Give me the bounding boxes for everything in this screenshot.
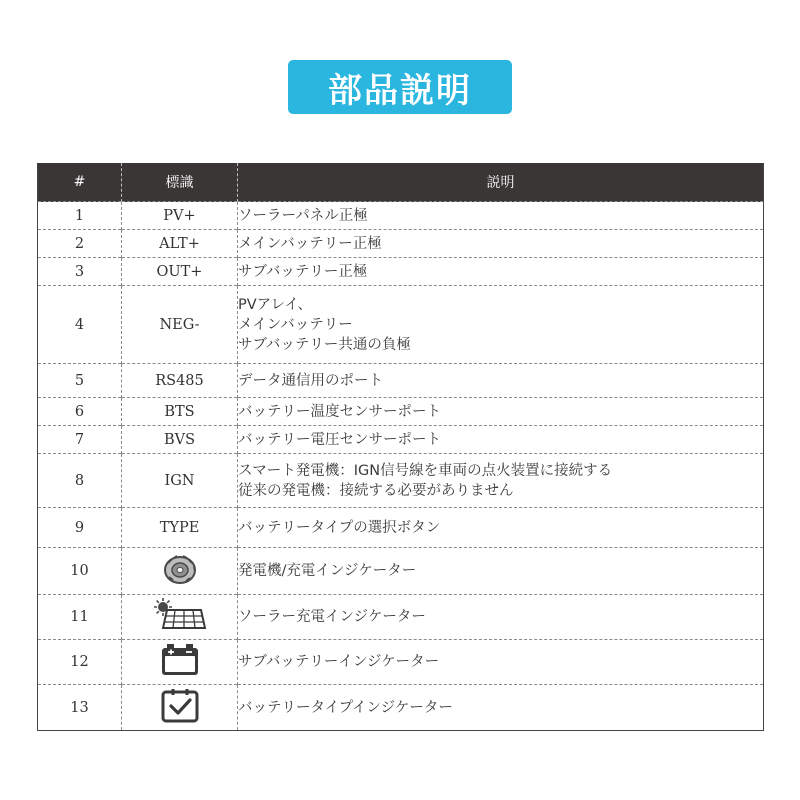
table-row [38, 508, 764, 548]
row-label-icon-cell [122, 548, 238, 595]
row-description [238, 364, 764, 398]
table-row [38, 454, 764, 508]
description-line: メインバッテリー [238, 316, 353, 333]
row-description [238, 548, 764, 595]
row-number: 6 [38, 398, 122, 426]
description-line: データ通信用のポート [238, 372, 383, 389]
table-row [38, 230, 764, 258]
table-body [38, 202, 764, 731]
row-description [238, 454, 764, 508]
row-label: BVS [122, 426, 238, 454]
row-label-icon-cell [122, 595, 238, 640]
battery-icon [159, 642, 201, 678]
row-description [238, 595, 764, 640]
row-label: ALT+ [122, 230, 238, 258]
row-label: IGN [122, 454, 238, 508]
row-number: 11 [38, 595, 122, 640]
row-number: 3 [38, 258, 122, 286]
description-line: 発電機/充電インジケーター [238, 563, 417, 579]
row-number: 9 [38, 508, 122, 548]
description-line: 従来の発電機：接続する必要がありません [238, 482, 514, 499]
description-line: バッテリータイプの選択ボタン [238, 519, 441, 536]
table-row [38, 595, 764, 640]
table-row [38, 548, 764, 595]
row-label: PV+ [122, 202, 238, 230]
description-line: バッテリー温度センサーポート [238, 403, 441, 420]
table-row [38, 258, 764, 286]
table-row [38, 286, 764, 364]
description-line: バッテリー電圧センサーポート [238, 431, 441, 448]
header-description: 説明 [238, 163, 764, 202]
description-line: サブバッテリー共通の負極 [238, 336, 411, 353]
row-number: 13 [38, 685, 122, 731]
row-description [238, 398, 764, 426]
row-description [238, 685, 764, 731]
row-number: 7 [38, 426, 122, 454]
description-line: サブバッテリーインジケーター [238, 654, 440, 670]
row-description [238, 640, 764, 685]
description-line: PVアレイ、 [238, 296, 313, 313]
row-description [238, 508, 764, 548]
row-description [238, 230, 764, 258]
table-row [38, 364, 764, 398]
table-row [38, 398, 764, 426]
row-number: 4 [38, 286, 122, 364]
row-number: 8 [38, 454, 122, 508]
description-line: サブバッテリー正極 [238, 263, 368, 280]
row-label: TYPE [122, 508, 238, 548]
row-label: BTS [122, 398, 238, 426]
table-row [38, 640, 764, 685]
alternator-icon [159, 551, 201, 587]
row-number: 12 [38, 640, 122, 685]
table-header-row [38, 163, 764, 202]
row-label-icon-cell [122, 640, 238, 685]
row-number: 2 [38, 230, 122, 258]
table-row [38, 685, 764, 731]
row-description [238, 202, 764, 230]
description-line: メインバッテリー正極 [238, 235, 382, 252]
table-row [38, 202, 764, 230]
row-number: 1 [38, 202, 122, 230]
row-description [238, 258, 764, 286]
solar-panel-icon [153, 598, 207, 632]
row-label: NEG- [122, 286, 238, 364]
row-description [238, 426, 764, 454]
row-label: RS485 [122, 364, 238, 398]
checkbox-icon [159, 688, 201, 724]
description-line: ソーラー充電インジケーター [238, 609, 426, 625]
row-label-icon-cell [122, 685, 238, 731]
description-line: スマート発電機：IGN信号線を車両の点火装置に接続する [238, 462, 613, 479]
table-row [38, 426, 764, 454]
row-number: 10 [38, 548, 122, 595]
parts-table [37, 163, 764, 731]
header-label: 標識 [122, 163, 238, 202]
page-title: 部品説明 [288, 60, 512, 114]
row-label: OUT+ [122, 258, 238, 286]
header-number: # [38, 163, 122, 202]
row-number: 5 [38, 364, 122, 398]
row-description [238, 286, 764, 364]
description-line: バッテリータイプインジケーター [238, 699, 453, 716]
description-line: ソーラーパネル正極 [238, 207, 368, 224]
